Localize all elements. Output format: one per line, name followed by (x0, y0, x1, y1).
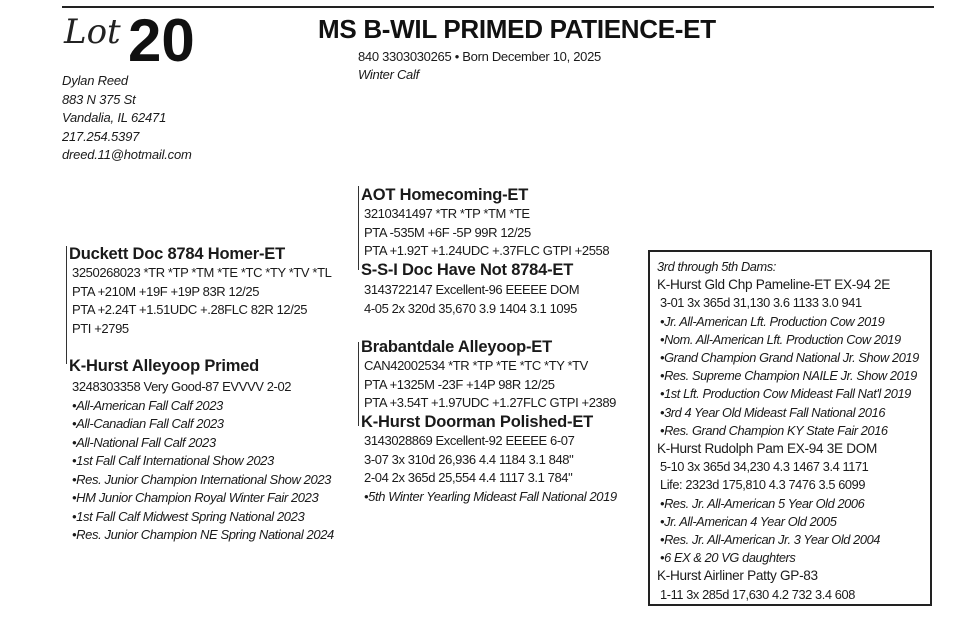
animal-class: Winter Calf (358, 67, 419, 82)
dam-award: •1st Fall Calf International Show 2023 (72, 453, 274, 468)
sire-sire-line: PTA +1.92T +1.24UDC +.37FLC GTPI +2558 (364, 243, 610, 258)
fifth-dam-record: 1-11 3x 285d 17,630 4.2 732 3.4 608 (660, 586, 855, 602)
sire-sire-name: AOT Homecoming-ET (361, 186, 529, 204)
owner-phone: 217.254.5397 (62, 128, 140, 144)
fourth-dam-award: •Res. Jr. All-American 5 Year Old 2006 (660, 495, 865, 511)
sire-line: PTI +2795 (72, 320, 129, 336)
third-dam-award: •3rd 4 Year Old Mideast Fall National 2016 (660, 404, 886, 420)
extended-dams-box (648, 250, 932, 606)
sire-dam-line: 3143722147 Excellent-96 EEEEE DOM (364, 282, 580, 297)
pedigree-bracket-sire (358, 186, 359, 270)
lot-label: Lot (64, 12, 121, 52)
dam-award: •Res. Junior Champion International Show 2023 (72, 471, 331, 487)
dam-line: 3248303358 Very Good-87 EVVVV 2-02 (72, 379, 292, 394)
owner-city: Vandalia, IL 62471 (62, 110, 167, 125)
fourth-dam-lifetime: Life: 2323d 175,810 4.3 7476 3.5 6099 (660, 477, 866, 493)
fourth-dam-award: •Res. Jr. All-American Jr. 3 Year Old 2004 (660, 532, 881, 548)
fourth-dam-record: 5-10 3x 365d 34,230 4.3 1467 3.4 1171 (660, 459, 869, 475)
owner-name: Dylan Reed (62, 73, 128, 88)
sire-name: Duckett Doc 8784 Homer-ET (69, 245, 285, 263)
dam-sire-line: PTA +1325M -23F +14P 98R 12/25 (364, 376, 555, 392)
fourth-dam-award: •Jr. All-American 4 Year Old 2005 (660, 513, 837, 529)
dam-details (72, 378, 334, 545)
sire-line: PTA +2.24T +1.51UDC +.28FLC 82R 12/25 (72, 302, 308, 317)
extended-dams-content (657, 258, 919, 604)
dam-sire-line: PTA +3.54T +1.97UDC +1.27FLC GTPI +2389 (364, 395, 617, 410)
registration-line: 840 3303030265 • Born December 10, 2025 (358, 49, 601, 64)
pedigree-bracket-left (66, 246, 67, 364)
dam-award: •Res. Junior Champion NE Spring National 2024 (72, 527, 334, 542)
dam-dam-line: 3143028869 Excellent-92 EEEEE 6-07 (364, 433, 575, 448)
owner-street: 883 N 375 St (62, 91, 136, 107)
dam-dam-award: •5th Winter Yearling Mideast Fall National 2019 (364, 488, 617, 504)
third-dam-award: •1st Lft. Production Cow Mideast Fall Nat'l 2019 (660, 386, 911, 402)
dam-sire-name: Brabantdale Alleyoop-ET (361, 338, 552, 356)
box-heading: 3rd through 5th Dams: (657, 259, 776, 274)
sire-sire-line: PTA -535M +6F -5P 99R 12/25 (364, 224, 531, 240)
fifth-dam-name: K-Hurst Airliner Patty GP-83 (657, 568, 818, 584)
third-dam-award: •Res. Grand Champion KY State Fair 2016 (660, 422, 888, 438)
animal-name: MS B-WIL PRIMED PATIENCE-ET (318, 14, 716, 44)
dam-dam-details (364, 432, 617, 506)
dam-dam-line: 3-07 3x 310d 26,936 4.4 1184 3.1 848" (364, 451, 574, 467)
third-dam-award: •Grand Champion Grand National Jr. Show 2019 (660, 350, 919, 366)
sire-line: 3250268023 *TR *TP *TM *TE *TC *TY *TV *TL (72, 265, 332, 280)
dam-sire-details (364, 357, 616, 413)
dam-name: K-Hurst Alleyoop Primed (69, 357, 260, 375)
fourth-dam-award: •6 EX & 20 VG daughters (660, 550, 796, 566)
sire-dam-details (364, 281, 579, 318)
dam-award: •1st Fall Calf Midwest Spring National 2023 (72, 508, 305, 524)
lot-number: 20 (128, 7, 195, 74)
third-dam-award: •Res. Supreme Champion NAILE Jr. Show 2019 (660, 368, 917, 384)
dam-award: •All-National Fall Calf 2023 (72, 434, 216, 450)
sire-sire-line: 3210341497 *TR *TP *TM *TE (364, 206, 530, 221)
sire-line: PTA +210M +19F +19P 83R 12/25 (72, 283, 260, 299)
third-dam-name: K-Hurst Gld Chp Pameline-ET EX-94 2E (657, 277, 890, 293)
sire-details (72, 264, 331, 338)
owner-email: dreed.11@hotmail.com (62, 147, 192, 162)
dam-award: •All-American Fall Calf 2023 (72, 397, 223, 413)
dam-sire-line: CAN42002534 *TR *TP *TE *TC *TY *TV (364, 358, 588, 373)
sire-dam-line: 4-05 2x 320d 35,670 3.9 1404 3.1 1095 (364, 300, 577, 316)
third-dam-award: •Nom. All-American Lft. Production Cow 2019 (660, 331, 901, 347)
dam-dam-line: 2-04 2x 365d 25,554 4.4 1117 3.1 784" (364, 470, 573, 485)
dam-award: •HM Junior Champion Royal Winter Fair 2023 (72, 490, 319, 505)
third-dam-award: •Jr. All-American Lft. Production Cow 2019 (660, 313, 885, 329)
owner-block (62, 72, 192, 165)
sire-dam-name: S-S-I Doc Have Not 8784-ET (361, 261, 574, 279)
dam-award: •All-Canadian Fall Calf 2023 (72, 416, 224, 431)
sire-sire-details (364, 205, 609, 261)
dam-dam-name: K-Hurst Doorman Polished-ET (361, 413, 594, 431)
pedigree-bracket-dam (358, 342, 359, 426)
fourth-dam-name: K-Hurst Rudolph Pam EX-94 3E DOM (657, 441, 878, 457)
third-dam-record: 3-01 3x 365d 31,130 3.6 1133 3.0 941 (660, 295, 862, 311)
